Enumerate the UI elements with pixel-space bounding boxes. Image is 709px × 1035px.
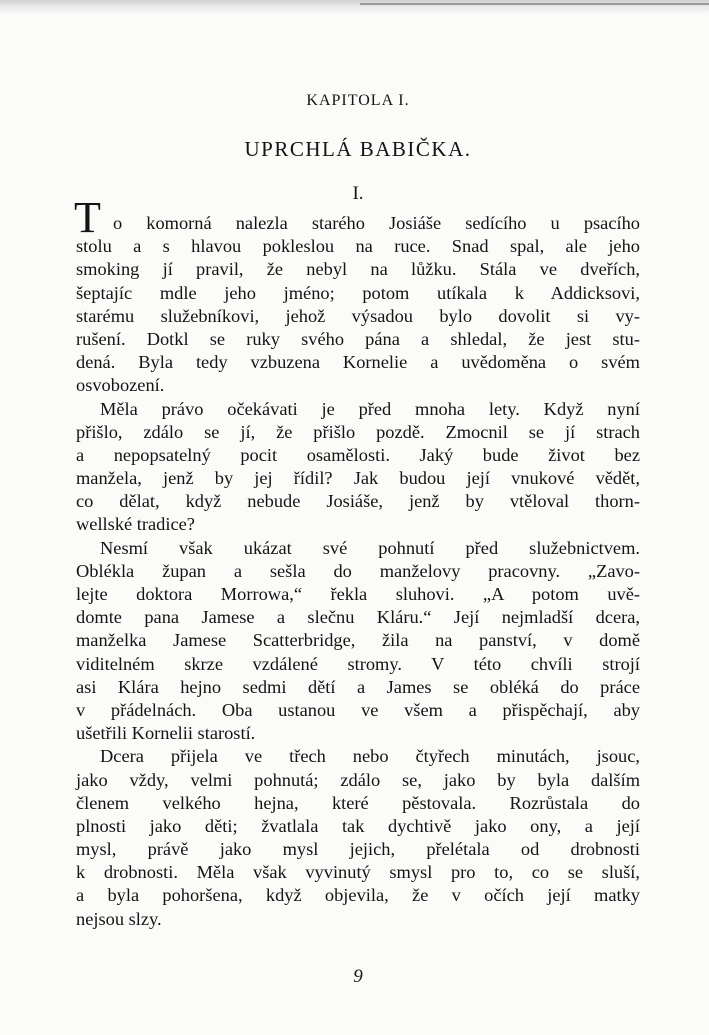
text-line: wellské tradice? xyxy=(76,514,195,535)
text-line: v přádelnách. Oba ustanou ve všem a přispěchají, aby xyxy=(76,699,640,720)
text-line: osvobození. xyxy=(76,375,165,396)
text-line: mysl, právě jako mysl jejich, přelétala od drobnosti xyxy=(76,839,640,860)
text-line: viditelném skrze vzdálené stromy. V této chvíli strojí xyxy=(76,653,640,674)
text-line: Měla právo očekávati je před mnoha lety. Když nyní xyxy=(100,398,640,419)
text-line: dená. Byla tedy vzbuzena Kornelie a uvědoměna o svém xyxy=(76,352,640,373)
drop-cap: T xyxy=(74,193,101,242)
text-line: přišlo, zdálo se jí, že přišlo pozdě. Zmocnil se jí strach xyxy=(76,421,640,442)
text-line: asi Klára hejno sedmi dětí a James se obléká do práce xyxy=(76,676,640,697)
text-line: Oblékla župan a sešla do manželovy pracovny. „Zavo- xyxy=(76,560,640,581)
text-line: a byla pohoršena, když objevila, že v očích její matky xyxy=(76,885,640,906)
text-line: co dělat, když nebude Josiáše, jenž by vtěloval thorn- xyxy=(76,491,640,512)
text-line: plnosti jako děti; žvatlala tak dychtivě jako ony, a její xyxy=(76,815,640,836)
page-number: 9 xyxy=(353,966,363,987)
body-text xyxy=(74,193,640,931)
text-line: rušení. Dotkl se ruky svého pána a shledal, že jest stu- xyxy=(76,328,640,349)
text-line: a nepopsatelný pocit osamělosti. Jaký bude život bez xyxy=(76,444,640,465)
text-line: jako vždy, velmi pohnutá; zdálo se, jako by byla dalším xyxy=(76,769,640,790)
section-numeral: I. xyxy=(352,183,364,204)
text-line: smoking jí pravil, že nebyl na lůžku. Stála ve dveřích, xyxy=(76,259,640,280)
chapter-title: UPRCHLÁ BABIČKA. xyxy=(244,137,472,161)
text-line: Dcera přijela ve třech nebo čtyřech minutách, jsouc, xyxy=(100,746,640,767)
text-line xyxy=(74,193,640,242)
text-line: nejsou slzy. xyxy=(76,908,162,929)
book-page xyxy=(76,0,640,1035)
text-line: stolu a s hlavou pokleslou na ruce. Snad spal, ale jeho xyxy=(76,236,640,257)
text-line: manželka Jamese Scatterbridge, žila na panství, v domě xyxy=(76,630,640,651)
text-line-content: o komorná nalezla starého Josiáše sedícího u psacího xyxy=(113,213,640,233)
text-line: Nesmí však ukázat své pohnutí před služebnictvem. xyxy=(100,537,640,558)
text-line: lejte doktora Morrowa,“ řekla sluhovi. „A potom uvě- xyxy=(76,584,640,604)
text-line: členem velkého hejna, které pěstovala. Rozrůstala do xyxy=(76,792,640,813)
text-line: manžela, jenž by jej řídil? Jak budou její vnukové vědět, xyxy=(76,468,640,489)
text-line: domte pana Jamese a slečnu Kláru.“ Její nejmladší dcera, xyxy=(76,607,640,628)
text-line: šeptajíc mdle jeho jméno; potom utíkala k Addicksovi, xyxy=(76,282,640,303)
text-line: k drobnosti. Měla však vyvinutý smysl pro to, co se sluší, xyxy=(76,862,640,883)
text-line: starému služebníkovi, jehož výsadou bylo dovolit si vy- xyxy=(76,305,640,326)
text-line: ušetřili Kornelii starostí. xyxy=(76,723,256,744)
chapter-label: KAPITOLA I. xyxy=(306,92,410,109)
